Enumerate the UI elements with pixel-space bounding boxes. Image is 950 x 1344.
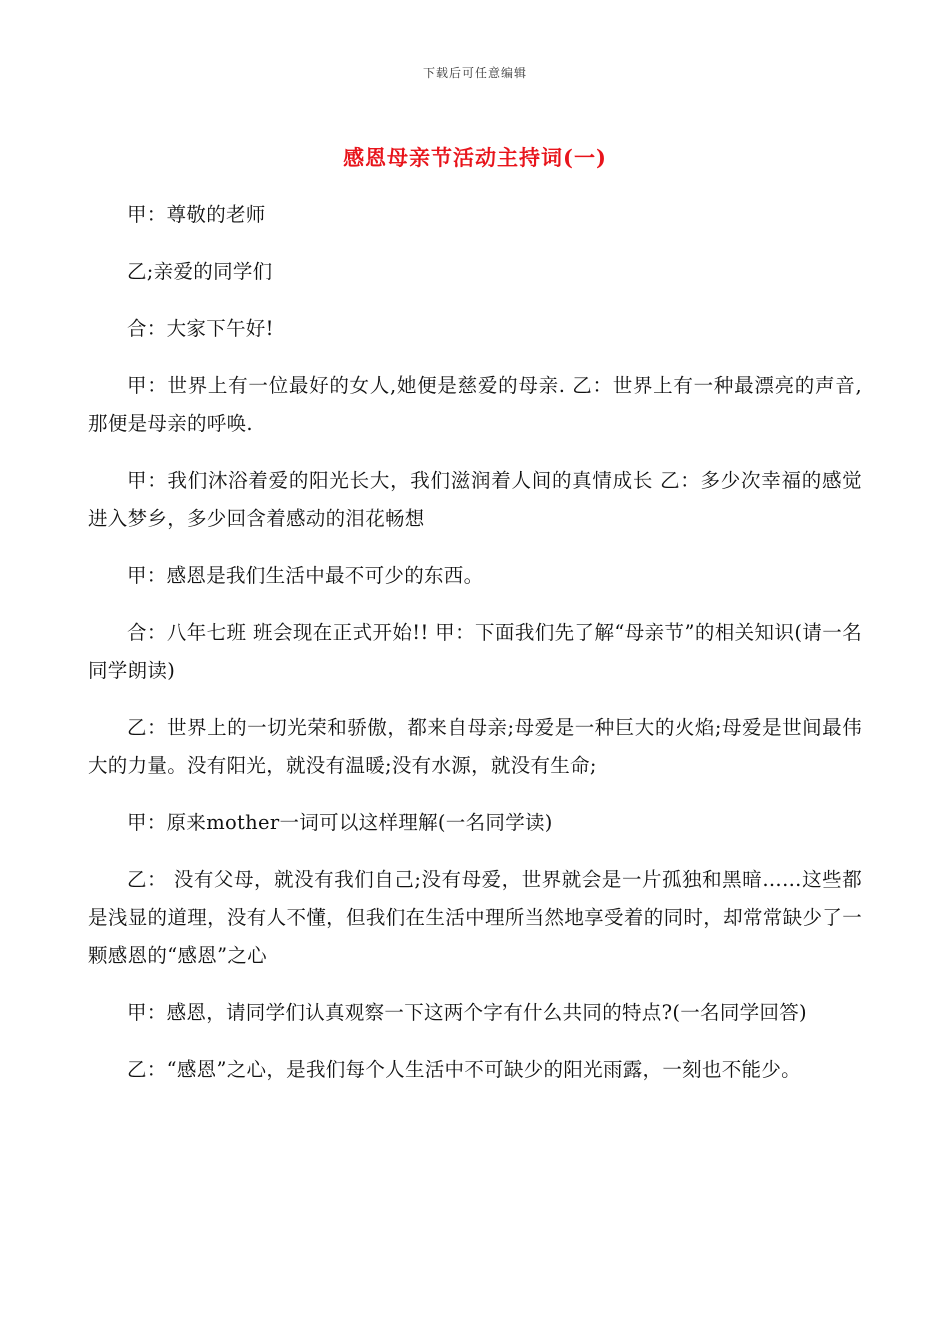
- document-body: [88, 196, 862, 1108]
- paragraph: 甲：感恩是我们生活中最不可少的东西。: [127, 564, 484, 587]
- paragraph: 合：八年七班 班会现在正式开始!! 甲：下面我们先了解“母亲节”的相关知识(请一名同学朗读): [88, 621, 862, 682]
- paragraph: 甲：世界上有一位最好的女人,她便是慈爱的母亲. 乙：世界上有一种最漂亮的声音,那便是母亲的呼唤.: [88, 374, 862, 435]
- paragraph: 甲：原来mother一词可以这样理解(一名同学读): [127, 811, 553, 834]
- document-title: 感恩母亲节活动主持词(一): [343, 145, 607, 170]
- paragraph: 乙： 没有父母，就没有我们自己;没有母爱，世界就会是一片孤独和黑暗……这些都是浅显的道理，没有人不懂，但我们在生活中理所当然地享受着的同时，却常常缺少了一颗感恩的“感恩”之心: [88, 868, 862, 967]
- paragraph: 甲：我们沐浴着爱的阳光长大，我们滋润着人间的真情成长 乙：多少次幸福的感觉进入梦乡，多少回含着感动的泪花畅想: [88, 469, 862, 530]
- paragraph: 甲：感恩，请同学们认真观察一下这两个字有什么共同的特点?(一名同学回答): [127, 1001, 807, 1024]
- page-header-note: 下载后可任意编辑: [422, 66, 527, 80]
- paragraph: 乙：“感恩”之心，是我们每个人生活中不可缺少的阳光雨露，一刻也不能少。: [127, 1058, 801, 1081]
- paragraph: 合：大家下午好!: [127, 317, 274, 340]
- paragraph: 甲：尊敬的老师: [127, 203, 266, 226]
- paragraph: 乙：世界上的一切光荣和骄傲，都来自母亲;母爱是一种巨大的火焰;母爱是世间最伟大的力量。没有阳光，就没有温暖;没有水源，就没有生命;: [88, 716, 862, 777]
- paragraph: 乙;亲爱的同学们: [127, 260, 273, 283]
